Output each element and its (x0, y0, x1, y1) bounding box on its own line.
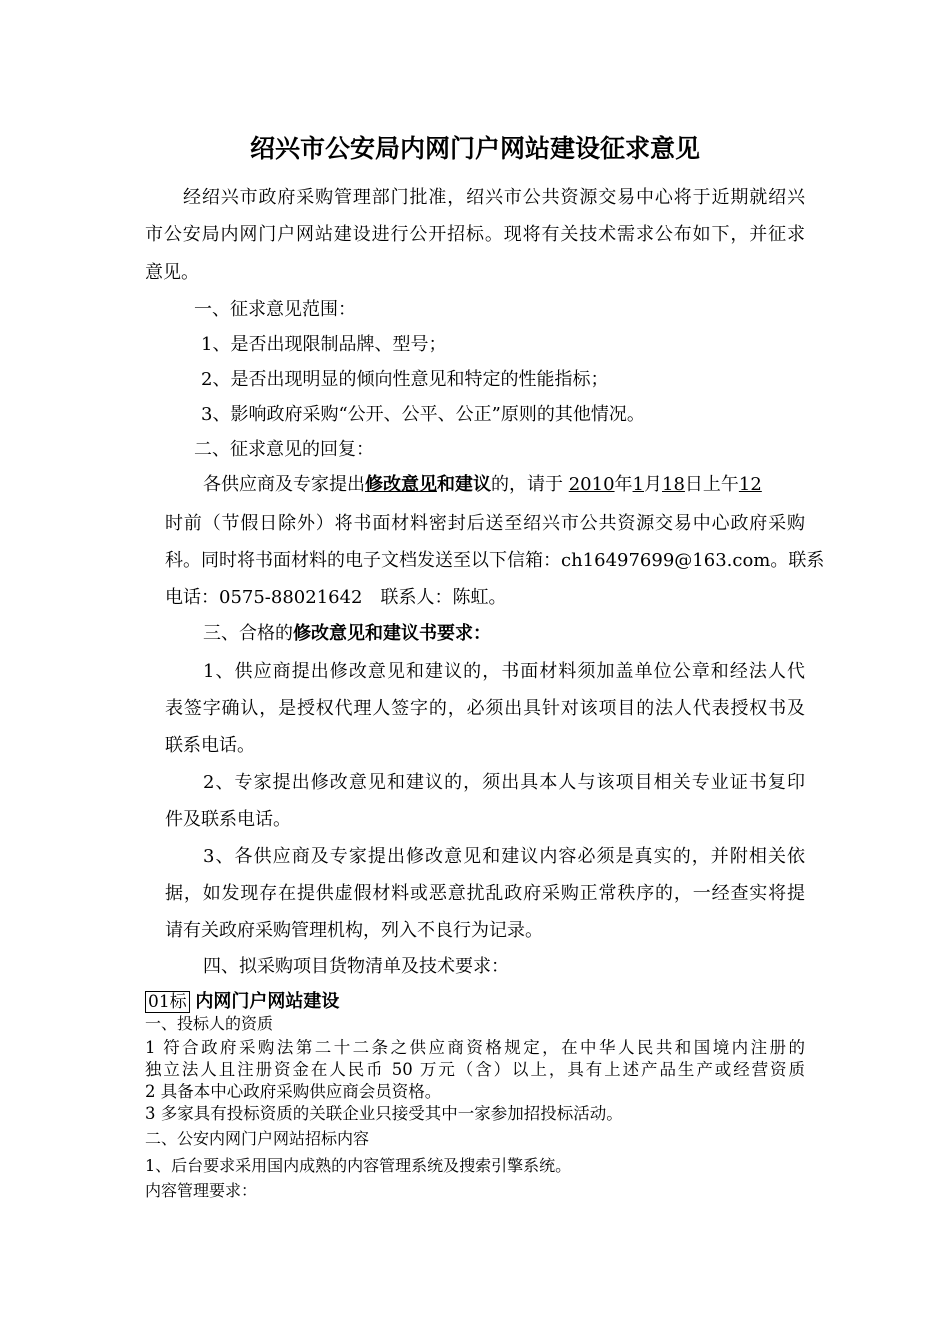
deadline-hour: 12 (738, 474, 762, 495)
qual-heading: 一、投标人的资质 (145, 1014, 274, 1033)
deadline-year: 2010 (568, 474, 615, 495)
section4-heading: 四、拟采购项目货物清单及技术要求： (203, 956, 509, 977)
section3-p2-line-1: 2、专家提出修改意见和建议的，须出具本人与该项目相关专业证书复印 (203, 772, 805, 793)
section2-heading: 二、征求意见的回复： (194, 439, 374, 460)
year-suffix: 年 (614, 474, 633, 495)
section2-line-3: 科。同时将书面材料的电子文档发送至以下信箱：ch16497699@163.com。联系 (165, 550, 825, 571)
section3-p3-line-1: 3、各供应商及专家提出修改意见和建议内容必须是真实的，并附相关依 (203, 846, 805, 867)
qual-line-4: 3 多家具有投标资质的关联企业只接受其中一家参加招投标活动。 (145, 1104, 623, 1123)
section3-heading-b: 修改意见和建议书 (293, 623, 437, 644)
section3-p3-line-2: 据，如发现存在提供虚假材料或恶意扰乱政府采购正常秩序的，一经查实将提 (165, 883, 805, 904)
intro-line-1: 经绍兴市政府采购管理部门批准，绍兴市公共资源交易中心将于近期就绍兴 (183, 187, 805, 208)
intro-line-2: 市公安局内网门户网站建设进行公开招标。现将有关技术需求公布如下，并征求 (145, 224, 805, 245)
lot-tag: 01标 (145, 991, 190, 1013)
qual-line-2: 独立法人且注册资金在人民币 50 万元（含）以上，具有上述产品生产或经营资质 (145, 1060, 805, 1079)
reply-text-c: 和建议 (437, 474, 491, 495)
deadline-day: 18 (662, 474, 685, 495)
content-line-1: 1、后台要求采用国内成熟的内容管理系统及搜索引擎系统。 (145, 1156, 572, 1175)
content-heading: 二、公安内网门户网站招标内容 (145, 1129, 370, 1148)
intro-line-3: 意见。 (145, 262, 199, 283)
month-suffix: 月 (644, 474, 662, 495)
section1-heading: 一、征求意见范围： (194, 299, 356, 320)
qual-line-1: 1 符合政府采购法第二十二条之供应商资格规定，在中华人民共和国境内注册的 (145, 1038, 805, 1057)
section3-p2-line-2: 件及联系电话。 (165, 809, 291, 830)
lot-name: 内网门户网站建设 (195, 991, 340, 1012)
qual-line-3: 2 具备本中心政府采购供应商会员资格。 (145, 1082, 442, 1101)
lot-heading (145, 990, 339, 1014)
section2-line-2: 时前（节假日除外）将书面材料密封后送至绍兴市公共资源交易中心政府采购 (165, 513, 805, 534)
section3-p1-line-1: 1、供应商提出修改意见和建议的，书面材料须加盖单位公章和经法人代 (203, 661, 805, 682)
section3-heading-a: 三、合格的 (203, 623, 293, 644)
day-suffix: 日上午 (684, 474, 739, 495)
section2-line-1 (203, 473, 762, 497)
section2-line-4: 电话：0575-88021642 联系人：陈虹。 (165, 587, 507, 608)
section1-item-1: 1、是否出现限制品牌、型号； (201, 334, 447, 355)
deadline-month: 1 (632, 474, 644, 495)
section3-heading (203, 622, 491, 646)
section3-p3-line-3: 请有关政府采购管理机构，列入不良行为记录。 (165, 920, 543, 941)
section3-p1-line-3: 联系电话。 (165, 735, 255, 756)
content-line-2: 内容管理要求： (145, 1181, 258, 1200)
reply-text-a: 各供应商及专家提出 (203, 474, 365, 495)
section1-item-2: 2、是否出现明显的倾向性意见和特定的性能指标； (201, 369, 609, 390)
reply-text-d: 的，请于 (491, 474, 563, 495)
section3-heading-c: 要求： (437, 623, 491, 644)
document-title: 绍兴市公安局内网门户网站建设征求意见 (249, 134, 700, 163)
reply-text-b: 修改意见 (365, 474, 437, 495)
section3-p1-line-2: 表签字确认，是授权代理人签字的，必须出具针对该项目的法人代表授权书及 (165, 698, 805, 719)
section1-item-3: 3、影响政府采购“公开、公平、公正”原则的其他情况。 (201, 404, 645, 425)
